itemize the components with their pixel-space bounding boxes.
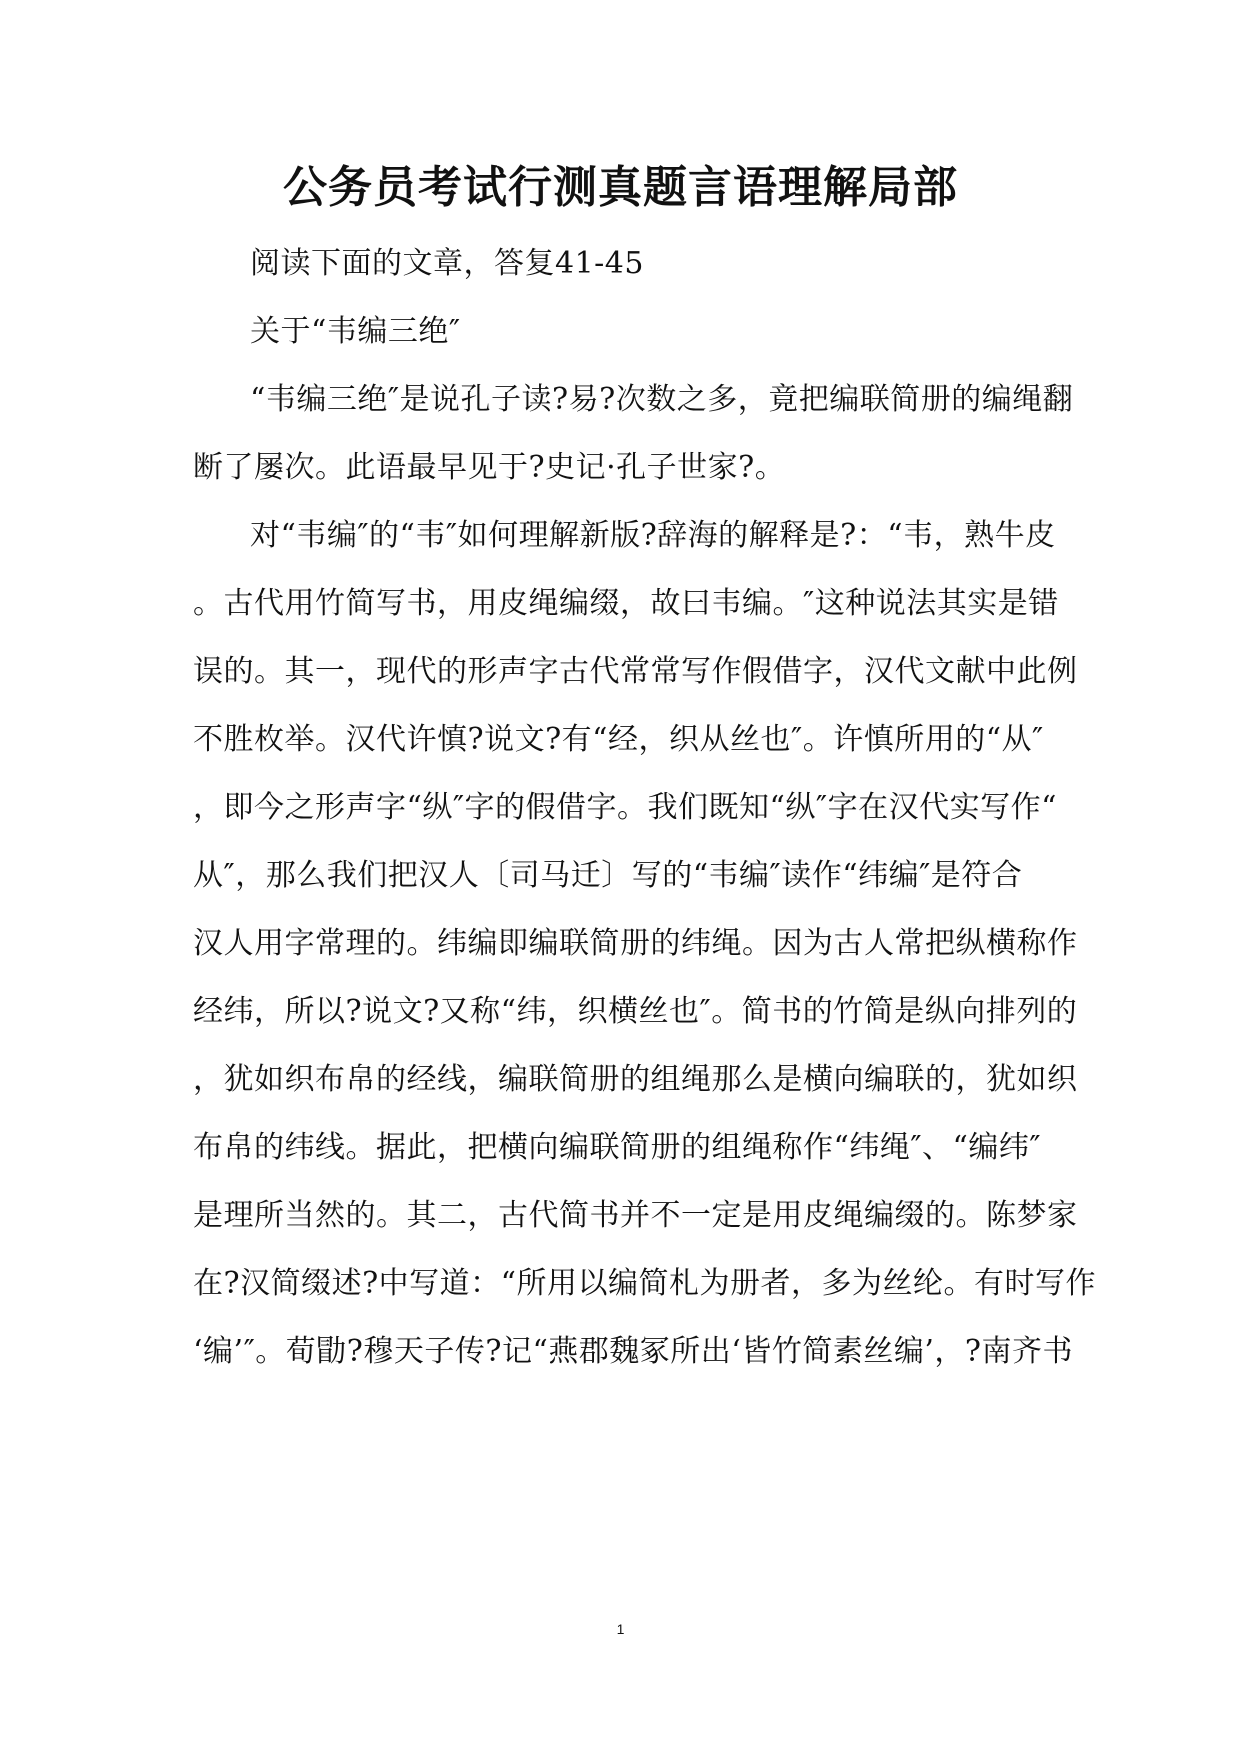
body-line: 在?汉简缀述?中写道：“所用以编简札为册者，多为丝纶。有时写作: [193, 1266, 1097, 1301]
body-line: 经纬，所以?说文?又称“纬，织横丝也″。简书的竹简是纵向排列的: [193, 994, 1078, 1029]
body-line: ，犹如织布帛的经线，编联简册的组绳那么是横向编联的，犹如织: [193, 1062, 1078, 1097]
section-subtitle: 关于“韦编三绝″: [250, 314, 461, 349]
body-line: 布帛的纬线。据此，把横向编联简册的组绳称作“纬绳″、“编纬″: [193, 1130, 1042, 1165]
page-number: 1: [616, 1621, 625, 1637]
document-title: 公务员考试行测真题言语理解局部: [283, 162, 958, 213]
body-line: ‘编’″。荀勖?穆天子传?记“燕郡魏冢所出‘皆竹简素丝编’，?南齐书: [193, 1334, 1073, 1369]
body-line: 。古代用竹简写书，用皮绳编缀，故曰韦编。″这种说法其实是错: [193, 586, 1059, 621]
body-line: “韦编三绝″是说孔子读?易?次数之多，竟把编联简册的编绳翻: [250, 382, 1074, 417]
body-line: 不胜枚举。汉代许慎?说文?有“经，织从丝也″。许慎所用的“从″: [193, 722, 1044, 757]
body-line: ，即今之形声字“纵″字的假借字。我们既知“纵″字在汉代实写作“: [193, 790, 1057, 825]
body-line: 误的。其一，现代的形声字古代常常写作假借字，汉代文献中此例: [193, 654, 1078, 689]
body-line: 对“韦编″的“韦″如何理解新版?辞海的解释是?：“韦，熟牛皮: [250, 518, 1056, 553]
body-line: 是理所当然的。其二，古代简书并不一定是用皮绳编缀的。陈梦家: [193, 1198, 1078, 1233]
body-line: 从″，那么我们把汉人〔司马迁〕写的“韦编″读作“纬编″是符合: [193, 858, 1023, 893]
intro-line: 阅读下面的文章，答复41-45: [250, 246, 644, 281]
body-line: 汉人用字常理的。纬编即编联简册的纬绳。因为古人常把纵横称作: [193, 926, 1078, 961]
body-line: 断了屡次。此语最早见于?史记·孔子世家?。: [193, 450, 786, 485]
